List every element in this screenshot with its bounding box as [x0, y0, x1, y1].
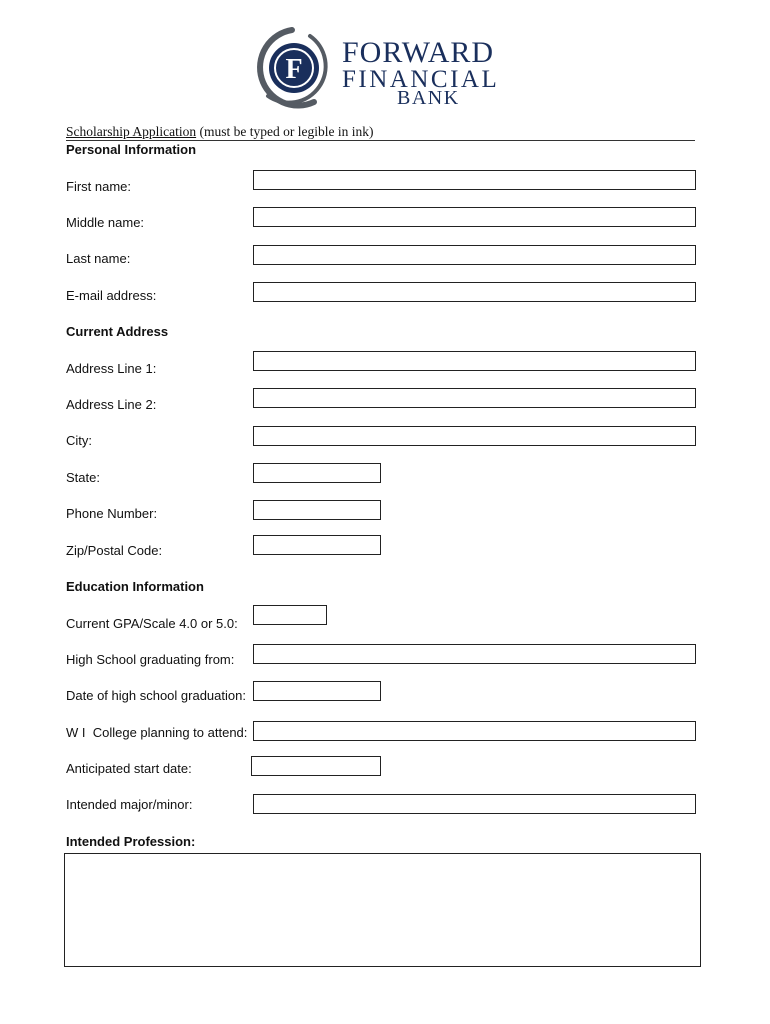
logo-text-bank: BANK	[397, 87, 460, 109]
section-personal-information: Personal Information	[66, 142, 197, 157]
gpa-label: Current GPA/Scale 4.0 or 5.0:	[66, 616, 238, 631]
phone-number-label: Phone Number:	[66, 506, 158, 521]
start-date-label: Anticipated start date:	[66, 761, 192, 776]
first-name-field[interactable]	[253, 170, 696, 190]
high-school-label: High School graduating from:	[66, 652, 235, 667]
bank-logo	[252, 26, 532, 110]
state-label: State:	[66, 470, 100, 485]
email-label: E-mail address:	[66, 288, 157, 303]
logo-text-forward: FORWARD	[342, 36, 495, 69]
start-date-field[interactable]	[251, 756, 381, 776]
section-intended-profession: Intended Profession:	[66, 834, 196, 849]
address-line-1-field[interactable]	[253, 351, 696, 371]
form-heading	[66, 124, 695, 141]
section-education-information: Education Information	[66, 579, 204, 594]
gpa-field[interactable]	[253, 605, 327, 625]
last-name-label: Last name:	[66, 251, 131, 266]
college-field[interactable]	[253, 721, 696, 741]
graduation-date-label: Date of high school graduation:	[66, 688, 246, 703]
phone-number-field[interactable]	[253, 500, 381, 520]
state-field[interactable]	[253, 463, 381, 483]
email-field[interactable]	[253, 282, 696, 302]
form-heading-title: Scholarship Application	[66, 124, 197, 139]
last-name-field[interactable]	[253, 245, 696, 265]
logo-monogram-letter: F	[285, 54, 303, 85]
first-name-label: First name:	[66, 179, 132, 194]
logo-monogram-icon	[252, 26, 342, 110]
middle-name-label: Middle name:	[66, 215, 145, 230]
logo-text-financial: FINANCIAL	[342, 66, 500, 93]
intended-profession-textarea[interactable]	[64, 853, 701, 967]
address-line-2-label: Address Line 2:	[66, 397, 157, 412]
middle-name-field[interactable]	[253, 207, 696, 227]
address-line-1-label: Address Line 1:	[66, 361, 157, 376]
major-minor-label: Intended major/minor:	[66, 797, 193, 812]
high-school-field[interactable]	[253, 644, 696, 664]
address-line-2-field[interactable]	[253, 388, 696, 408]
section-current-address: Current Address	[66, 324, 169, 339]
major-minor-field[interactable]	[253, 794, 696, 814]
city-label: City:	[66, 433, 92, 448]
city-field[interactable]	[253, 426, 696, 446]
graduation-date-field[interactable]	[253, 681, 381, 701]
college-label: W I College planning to attend:	[66, 725, 248, 740]
form-heading-note: (must be typed or legible in ink)	[196, 124, 374, 139]
zip-code-label: Zip/Postal Code:	[66, 543, 163, 558]
zip-code-field[interactable]	[253, 535, 381, 555]
